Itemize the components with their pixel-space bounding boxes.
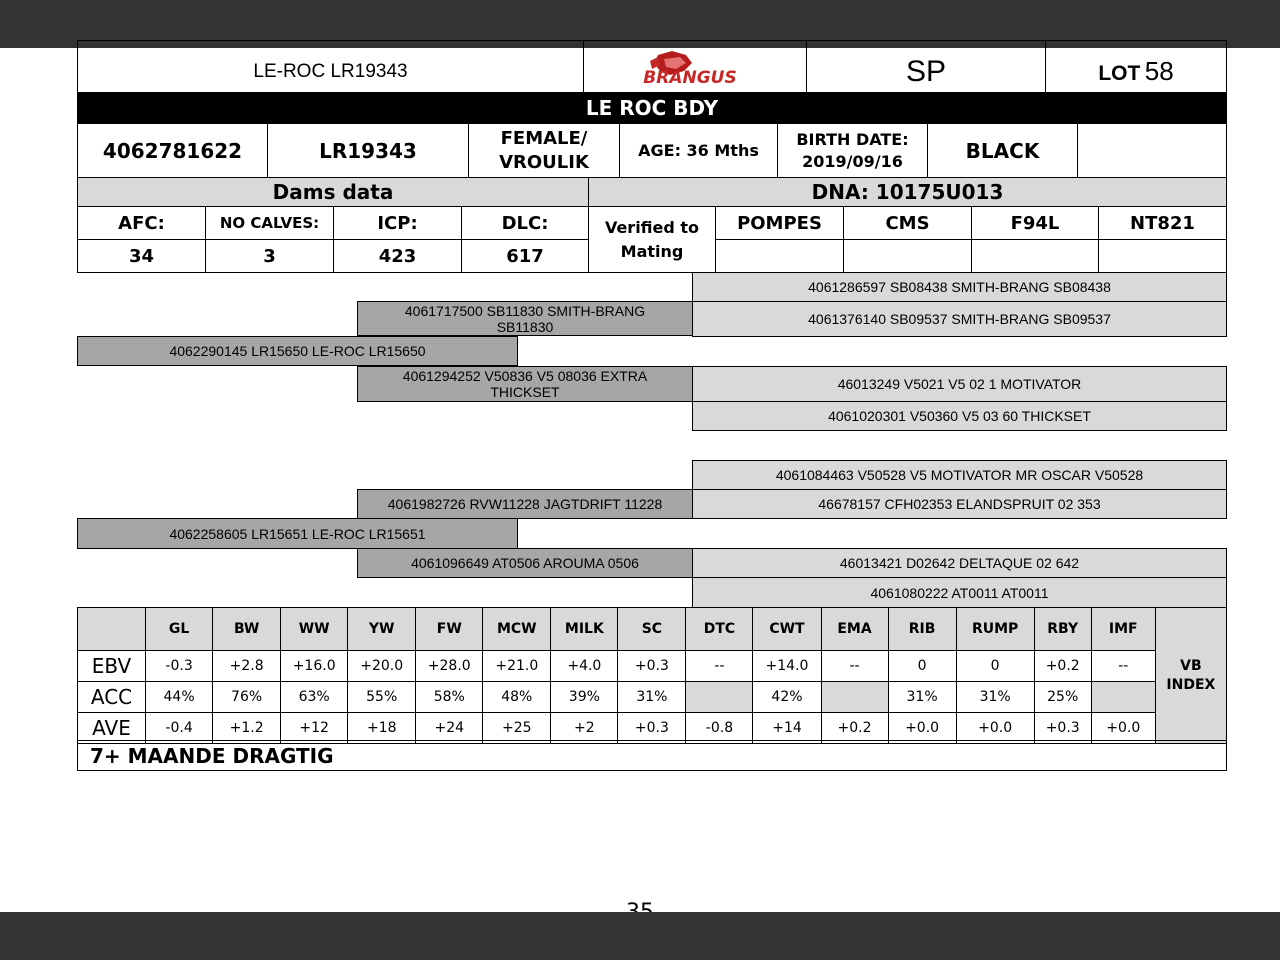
ebv-header-cell: RUMP	[956, 608, 1034, 651]
ebv-header-cell: FW	[416, 608, 483, 651]
dlc-value: 617	[506, 245, 544, 267]
ave-cell: +0.3	[618, 713, 686, 744]
pedigree-sdd-text: 4061020301 V50360 V5 03 60 THICKSET	[828, 408, 1091, 424]
pedigree-sire-text: 4062290145 LR15650 LE-ROC LR15650	[169, 343, 426, 359]
ave-cell: +0.0	[888, 713, 956, 744]
pedigree-dss-text: 4061084463 V50528 V5 MOTIVATOR MR OSCAR V50528	[775, 467, 1144, 483]
note-cell	[77, 740, 1227, 771]
vb-index-l1: VB	[1180, 657, 1202, 674]
pedigree-sire-dam-l2: THICKSET	[490, 384, 560, 400]
dlc-value-cell	[461, 239, 589, 273]
ebv-header-cell: YW	[348, 608, 416, 651]
dlc-label-cell	[461, 206, 589, 240]
verified-line2: Mating	[620, 241, 684, 261]
acc-cell: 55%	[348, 682, 416, 713]
pedigree-dam-dam	[357, 548, 693, 578]
calves-value: 3	[263, 245, 276, 267]
dna-test-pompes	[715, 206, 844, 240]
dna-test-cms	[843, 206, 972, 240]
ebv-cell: -0.3	[146, 651, 213, 682]
calves-label-cell	[205, 206, 334, 240]
animal-name: LE ROC BDY	[585, 96, 719, 120]
dna-test-nt821	[1098, 206, 1227, 240]
afc-value: 34	[128, 245, 155, 267]
ave-cell: -0.8	[686, 713, 753, 744]
afc-label: AFC:	[118, 212, 165, 234]
icp-value: 423	[378, 245, 417, 267]
dna-test-label: CMS	[885, 212, 930, 234]
lot-cell	[1045, 40, 1227, 93]
pedigree-sire-sire-l1: 4061717500 SB11830 SMITH-BRANG	[404, 302, 646, 319]
ebv-header-cell: RBY	[1034, 608, 1091, 651]
calves-value-cell	[205, 239, 334, 273]
row-label: ACC	[78, 682, 146, 713]
icp-label-cell	[333, 206, 462, 240]
dna-test-label: F94L	[1010, 212, 1060, 234]
brangus-logo-icon	[620, 49, 770, 93]
ebv-cell: +20.0	[348, 651, 416, 682]
dams-title-cell	[77, 177, 589, 207]
acc-cell: 39%	[551, 682, 618, 713]
ave-cell: +0.0	[1091, 713, 1155, 744]
ebv-header-cell: MILK	[551, 608, 618, 651]
ebv-cell: +14.0	[753, 651, 821, 682]
pedigree-ssd	[692, 301, 1227, 337]
dna-result-pompes	[715, 239, 844, 273]
ave-cell: +0.0	[956, 713, 1034, 744]
ebv-cell: +4.0	[551, 651, 618, 682]
ebv-cell: +0.3	[618, 651, 686, 682]
dna-test-f94l	[971, 206, 1099, 240]
color: BLACK	[965, 138, 1040, 163]
ave-row	[78, 713, 1227, 744]
ebv-header-cell: WW	[281, 608, 348, 651]
dams-title: Dams data	[272, 180, 394, 204]
pedigree-sss	[692, 272, 1227, 302]
row-label: AVE	[78, 713, 146, 744]
ebv-header-cell: EMA	[821, 608, 888, 651]
acc-cell	[686, 682, 753, 713]
reg-number-cell	[77, 123, 268, 178]
ave-cell: -0.4	[146, 713, 213, 744]
acc-cell: 76%	[213, 682, 281, 713]
logo-text: BRANGUS	[643, 67, 737, 88]
acc-cell: 63%	[281, 682, 348, 713]
pedigree-sdd	[692, 401, 1227, 431]
ebv-cell: +28.0	[416, 651, 483, 682]
afc-value-cell	[77, 239, 206, 273]
pedigree-sire-sire-l2: SB11830	[496, 318, 554, 335]
lot-number: 58	[1144, 56, 1174, 86]
ebv-cell: +0.2	[1034, 651, 1091, 682]
code-cell	[267, 123, 469, 178]
animal-name-bar	[77, 92, 1227, 124]
ebv-cell: 0	[888, 651, 956, 682]
ebv-header-corner	[78, 608, 146, 651]
pedigree-dsd-text: 46678157 CFH02353 ELANDSPRUIT 02 353	[818, 496, 1101, 512]
pedigree-dam-dam-text: 4061096649 AT0506 AROUMA 0506	[411, 555, 639, 571]
acc-row	[78, 682, 1227, 713]
verified-line1: Verified to	[604, 217, 700, 237]
ebv-cell: +16.0	[281, 651, 348, 682]
pedigree-dam-text: 4062258605 LR15651 LE-ROC LR15651	[169, 525, 426, 542]
dna-title: DNA: 10175U013	[811, 180, 1004, 204]
birth-date-cell	[777, 123, 928, 178]
birth-date: 2019/09/16	[802, 151, 903, 171]
ave-cell: +14	[753, 713, 821, 744]
verified-cell	[588, 206, 716, 273]
age-cell	[619, 123, 778, 178]
pedigree-sire	[77, 336, 518, 366]
ebv-table	[77, 607, 1227, 744]
ebv-cell: --	[1091, 651, 1155, 682]
pedigree-sire-sire	[357, 301, 693, 336]
ebv-header-cell: SC	[618, 608, 686, 651]
ebv-header-cell: MCW	[483, 608, 551, 651]
ebv-header-cell: CWT	[753, 608, 821, 651]
acc-cell: 44%	[146, 682, 213, 713]
acc-cell: 31%	[888, 682, 956, 713]
afc-label-cell	[77, 206, 206, 240]
pedigree-dds-text: 46013421 D02642 DELTAQUE 02 642	[839, 555, 1080, 571]
dna-title-cell	[588, 177, 1227, 207]
dlc-label: DLC:	[501, 212, 549, 234]
code: LR19343	[319, 138, 417, 163]
acc-cell: 31%	[618, 682, 686, 713]
pedigree-dds	[692, 548, 1227, 578]
sex-cell	[468, 123, 620, 178]
acc-cell: 58%	[416, 682, 483, 713]
ave-cell: +0.3	[1034, 713, 1091, 744]
ebv-header-row	[78, 608, 1227, 651]
pedigree-dam-sire	[357, 489, 693, 519]
logo-cell	[583, 40, 807, 93]
animal-id: LE-ROC LR19343	[253, 60, 408, 82]
lot-label: LOT	[1098, 62, 1141, 85]
pedigree-ddd	[692, 577, 1227, 608]
pedigree-sire-dam-l1: 4061294252 V50836 V5 08036 EXTRA	[402, 368, 648, 384]
icp-value-cell	[333, 239, 462, 273]
animal-id-cell	[77, 40, 584, 93]
pedigree-dsd	[692, 489, 1227, 519]
ave-cell: +0.2	[821, 713, 888, 744]
acc-cell: 48%	[483, 682, 551, 713]
ebv-cell: 0	[956, 651, 1034, 682]
ebv-header-cell: IMF	[1091, 608, 1155, 651]
pedigree-sds	[692, 366, 1227, 402]
icp-label: ICP:	[377, 212, 418, 234]
ebv-cell: --	[821, 651, 888, 682]
pedigree-ssd-text: 4061376140 SB09537 SMITH-BRANG SB09537	[808, 311, 1111, 327]
ebv-cell: +2.8	[213, 651, 281, 682]
row-label: EBV	[78, 651, 146, 682]
ave-cell: +2	[551, 713, 618, 744]
empty-info-cell	[1077, 123, 1227, 178]
ebv-row	[78, 651, 1227, 682]
dna-test-label: NT821	[1130, 212, 1195, 234]
ave-cell: +18	[348, 713, 416, 744]
bottom-viewer-bar	[0, 912, 1280, 960]
ave-cell: +25	[483, 713, 551, 744]
pedigree-sds-text: 46013249 V5021 V5 02 1 MOTIVATOR	[837, 376, 1082, 392]
reg-number: 4062781622	[102, 138, 243, 163]
color-cell	[927, 123, 1078, 178]
age: AGE: 36 Mths	[638, 141, 759, 160]
calves-label: NO CALVES:	[219, 214, 320, 232]
vb-index-l2: INDEX	[1166, 676, 1216, 693]
birth-label: BIRTH DATE:	[796, 129, 909, 149]
grade: SP	[905, 54, 947, 88]
sex-line1: FEMALE/	[500, 127, 588, 149]
ave-cell: +1.2	[213, 713, 281, 744]
ebv-cell: +21.0	[483, 651, 551, 682]
ebv-header-cell: DTC	[686, 608, 753, 651]
acc-cell	[1091, 682, 1155, 713]
sex-line2: VROULIK	[499, 151, 589, 173]
pedigree-dss	[692, 460, 1227, 490]
ebv-header-cell: GL	[146, 608, 213, 651]
pedigree-dam-sire-text: 4061982726 RVW11228 JAGTDRIFT 11228	[387, 496, 663, 512]
ave-cell: +12	[281, 713, 348, 744]
acc-cell: 25%	[1034, 682, 1091, 713]
acc-cell: 31%	[956, 682, 1034, 713]
ebv-header-cell: BW	[213, 608, 281, 651]
acc-cell	[821, 682, 888, 713]
grade-cell	[806, 40, 1046, 93]
note-text: 7+ MAANDE DRAGTIG	[90, 743, 334, 768]
pedigree-dam	[77, 518, 518, 549]
dna-test-label: POMPES	[737, 212, 822, 234]
dna-result-f94l	[971, 239, 1099, 273]
dna-result-cms	[843, 239, 972, 273]
dna-result-nt821	[1098, 239, 1227, 273]
pedigree-ddd-text: 4061080222 AT0011 AT0011	[870, 584, 1049, 601]
acc-cell: 42%	[753, 682, 821, 713]
ebv-header-cell: RIB	[888, 608, 956, 651]
ave-cell: +24	[416, 713, 483, 744]
pedigree-sss-text: 4061286597 SB08438 SMITH-BRANG SB08438	[808, 279, 1111, 295]
vb-index-header	[1155, 608, 1226, 744]
ebv-cell: --	[686, 651, 753, 682]
pedigree-sire-dam	[357, 366, 693, 402]
